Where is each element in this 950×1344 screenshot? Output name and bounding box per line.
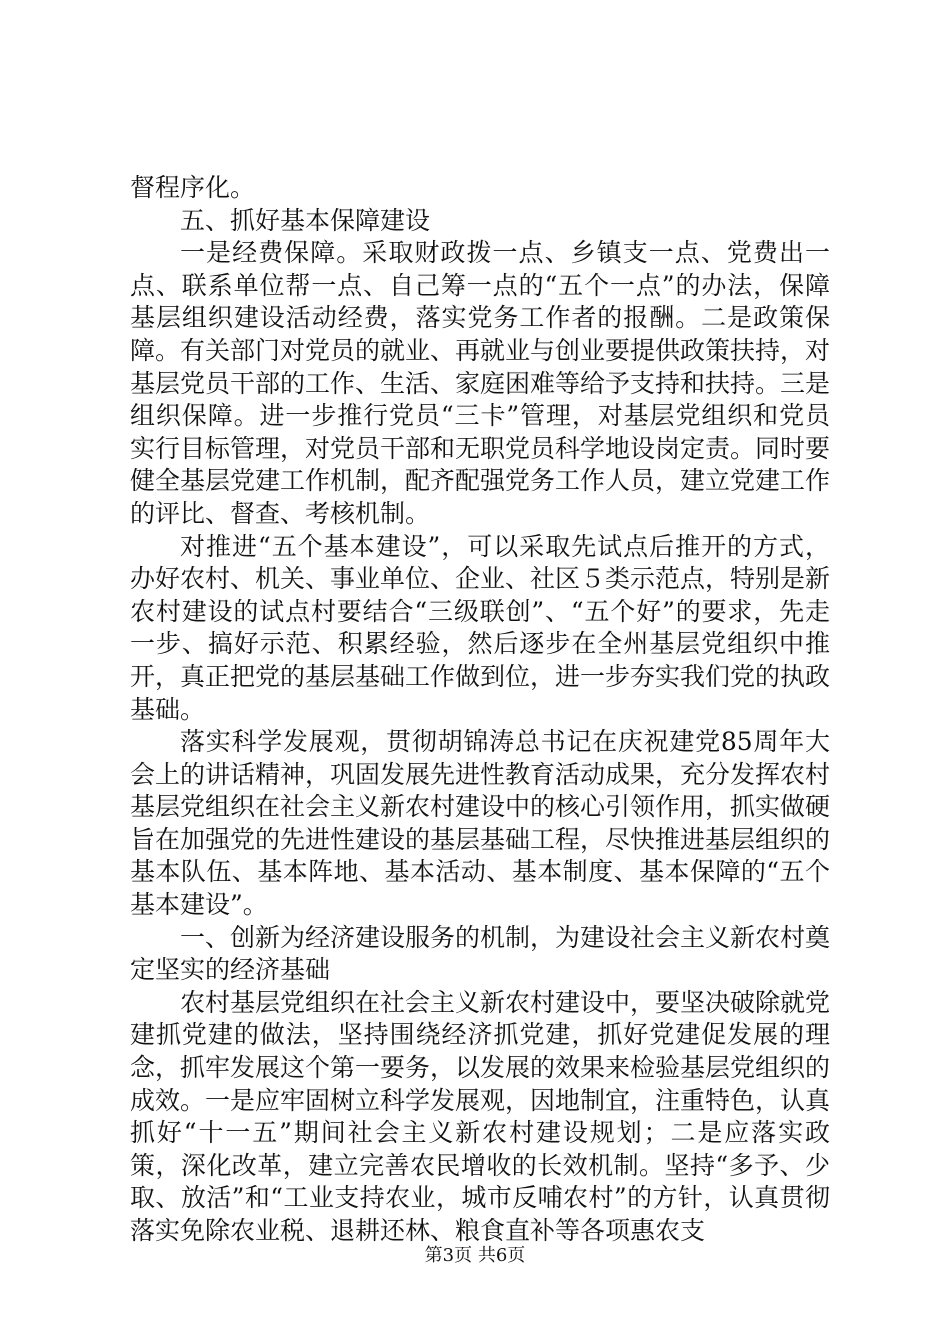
paragraph-scientific-development: 落实科学发展观，贯彻胡锦涛总书记在庆祝建党85周年大会上的讲话精神，巩固发展先进性教育活动成果，充分发挥农村基层党组织在社会主义新农村建设中的核心引领作用，抓实做硬旨在加强党的先进性建设的基层基础工程，尽快推进基层组织的基本队伍、基本阵地、基本活动、基本制度、基本保障的“五个基本建设”。 <box>130 727 831 920</box>
paragraph-continuation: 督程序化。 <box>130 173 256 202</box>
section-heading-basic-guarantee: 五、抓好基本保障建设 <box>180 205 431 235</box>
document-body <box>130 172 830 1248</box>
paragraph-rural-party-organization: 农村基层党组织在社会主义新农村建设中，要坚决破除就党建抓党建的做法，坚持围绕经济抓党建，抓好党建促发展的理念，抓牢发展这个第一要务，以发展的效果来检验基层党组织的成效。一是应牢固树立科学发展观，因地制宜，注重特色，认真抓好“十一五”期间社会主义新农村建设规划；二是应落实政策，深化改革，建立完善农民增收的长效机制。坚持“多予、少取、放活”和“工业支持农业，城市反哺农村”的方针，认真贯彻落实免除农业税、退耕还林、粮食直补等各项惠农支 <box>130 987 831 1245</box>
page-number-footer: 第3页 共6页 <box>424 1245 526 1266</box>
paragraph-pilot-rollout: 对推进“五个基本建设”，可以采取先试点后推开的方式，办好农村、机关、事业单位、企业、社区５类示范点，特别是新农村建设的试点村要结合“三级联创”、“五个好”的要求，先走一步、搞好示范、积累经验，然后逐步在全州基层党组织中推开，真正把党的基层基础工作做到位，进一步夯实我们党的执政基础。 <box>130 531 831 724</box>
section-heading-economic-mechanism: 一、创新为经济建设服务的机制，为建设社会主义新农村奠定坚实的经济基础 <box>130 922 831 985</box>
paragraph-guarantees: 一是经费保障。采取财政拨一点、乡镇支一点、党费出一点、联系单位帮一点、自己筹一点的“五个一点”的办法，保障基层组织建设活动经费，落实党务工作者的报酬。二是政策保障。有关部门对党员的就业、再就业与创业要提供政策扶持，对基层党员干部的工作、生活、家庭困难等给予支持和扶持。三是组织保障。进一步推行党员“三卡”管理，对基层党组织和党员实行目标管理，对党员干部和无职党员科学地设岗定责。同时要健全基层党建工作机制，配齐配强党务工作人员，建立党建工作的评比、督查、考核机制。 <box>130 238 831 528</box>
